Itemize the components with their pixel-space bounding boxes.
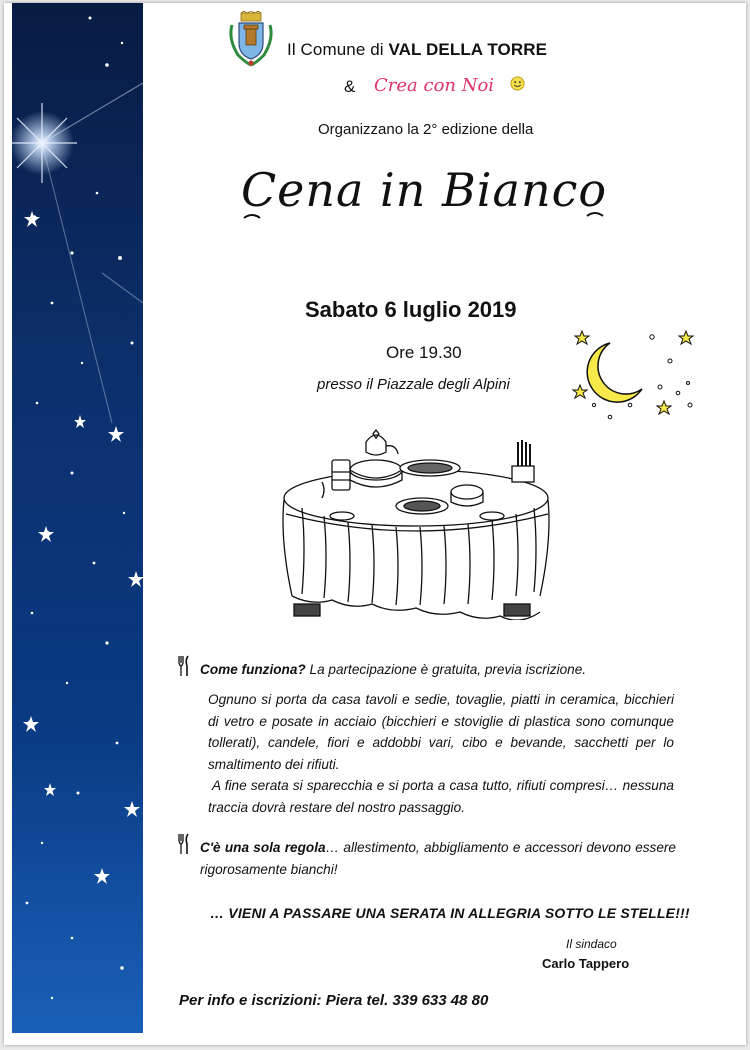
how-it-works-body bbox=[208, 689, 674, 818]
event-title: Cena in Bianco bbox=[240, 163, 608, 217]
signature-label: Il sindaco bbox=[566, 937, 617, 951]
star-icon bbox=[657, 401, 671, 414]
rule-paragraph bbox=[200, 837, 676, 880]
event-place: presso il Piazzale degli Alpini bbox=[317, 376, 510, 393]
municipal-crest-icon bbox=[226, 11, 276, 67]
how-it-works-paragraph: Ognuno si porta da casa tavoli e sedie, tovaglie, piatti in ceramica, bicchieri di vetro e posate in acciaio (bicchieri e stoviglie di plastica sono comunque tollerati), candele, fiori e addobbi vari, cibo e bevande, sacchetti per lo smaltimento dei rifiuti. bbox=[208, 692, 674, 772]
contact-info: Per info e iscrizioni: Piera tel. 339 633 48 80 bbox=[179, 992, 489, 1009]
how-it-works-question: Come funziona? bbox=[200, 662, 306, 677]
event-time: Ore 19.30 bbox=[386, 343, 462, 362]
organizer-prefix: Il Comune di bbox=[287, 40, 389, 59]
municipality-name: VAL DELLA TORRE bbox=[388, 40, 548, 59]
rule-text: … allestimento, abbigliamento e accessori devono essere rigorosamente bianchi! bbox=[200, 840, 676, 877]
flyer-page bbox=[4, 3, 746, 1045]
fork-knife-icon bbox=[178, 833, 190, 855]
fork-knife-icon bbox=[178, 655, 190, 677]
star-icon bbox=[573, 385, 587, 398]
how-it-works-closing: A fine serata si sparecchia e si porta a casa tutto, rifiuti compresi… nessuna traccia dovrà restare del nostro passaggio. bbox=[208, 778, 674, 815]
invitation-line: … VIENI A PASSARE UNA SERATA IN ALLEGRIA SOTTO LE STELLE!!! bbox=[210, 905, 690, 921]
moon-icon bbox=[570, 325, 702, 427]
starry-night-strip bbox=[12, 3, 143, 1033]
title-flourish-decoration bbox=[242, 178, 607, 238]
event-date: Sabato 6 luglio 2019 bbox=[305, 297, 517, 322]
rule-lead: C'è una sola regola bbox=[200, 840, 326, 855]
how-it-works-answer: La partecipazione è gratuita, previa iscrizione. bbox=[305, 662, 587, 677]
star-icon bbox=[575, 331, 589, 344]
star-icon bbox=[679, 331, 693, 344]
organizer-line bbox=[287, 40, 547, 60]
banquet-table-illustration bbox=[272, 428, 560, 620]
partner-name: Crea con Noi bbox=[374, 75, 495, 96]
edition-line: Organizzano la 2° edizione della bbox=[318, 121, 534, 138]
ampersand: & bbox=[344, 77, 356, 96]
signature-name: Carlo Tappero bbox=[542, 956, 630, 971]
how-it-works-intro bbox=[200, 659, 586, 681]
smiley-icon bbox=[510, 76, 525, 91]
